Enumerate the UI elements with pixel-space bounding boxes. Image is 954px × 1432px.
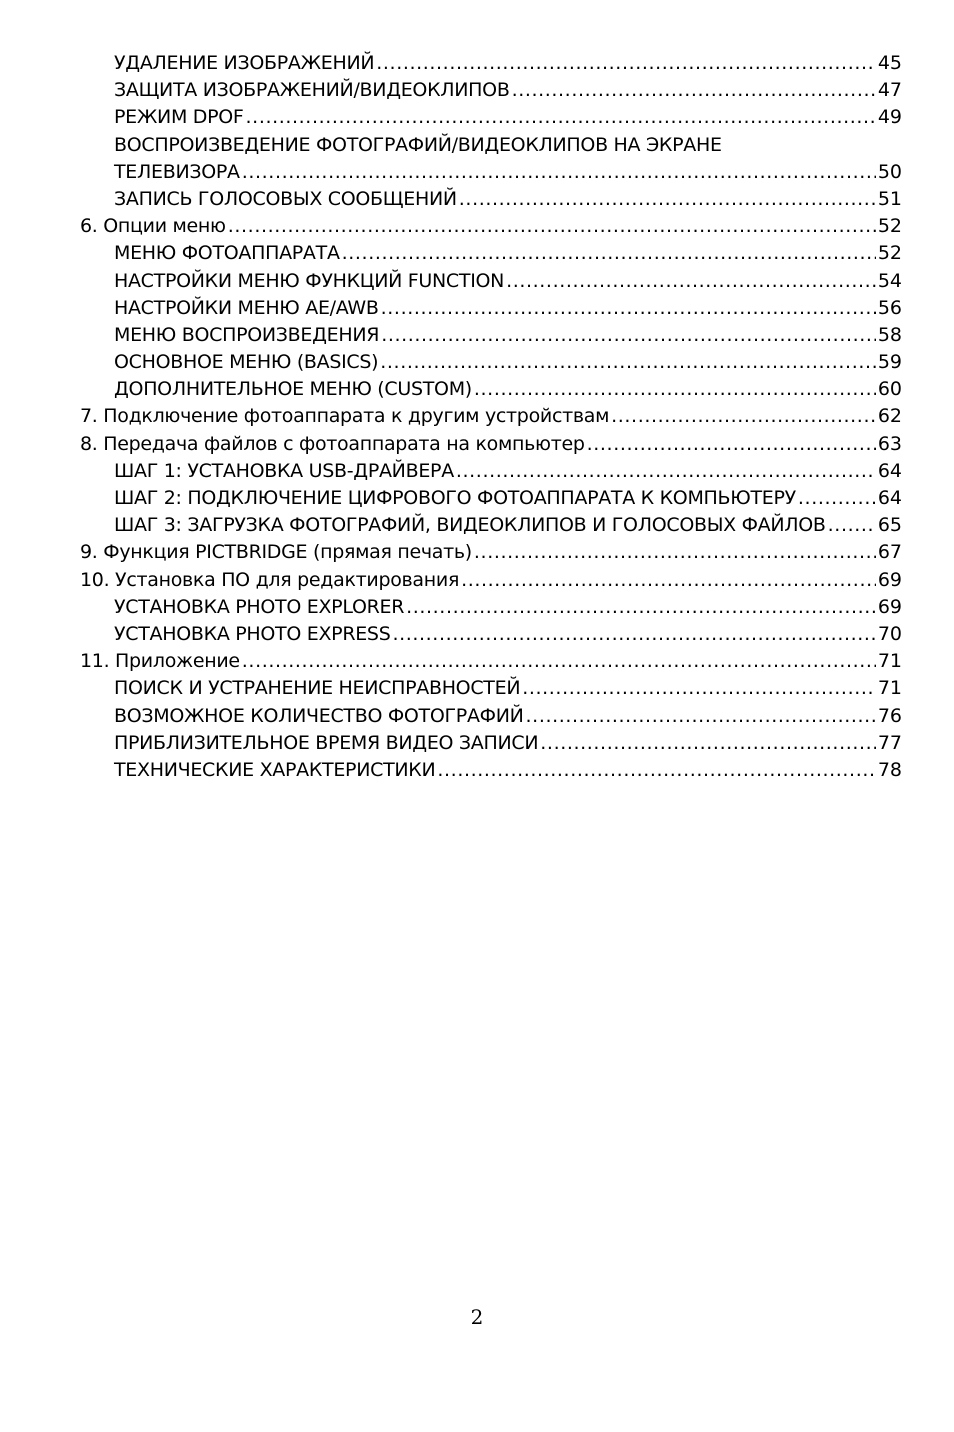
toc-leader-dots (242, 648, 876, 675)
toc-entry-page: 69 (877, 595, 902, 618)
toc-leader-dots (540, 730, 876, 757)
toc-entry-page: 60 (877, 378, 902, 401)
toc-entry[interactable] (80, 268, 902, 295)
toc-entry-title: ПОИСК И УСТРАНЕНИЕ НЕИСПРАВНОСТЕЙ (114, 677, 521, 700)
toc-entry-title: УДАЛЕНИЕ ИЗОБРАЖЕНИЙ (114, 52, 375, 74)
toc-entry[interactable] (80, 431, 902, 458)
toc-leader-dots (611, 403, 876, 430)
toc-leader-dots (406, 594, 876, 621)
toc-entry-title: НАСТРОЙКИ МЕНЮ AE/AWB (114, 296, 379, 319)
toc-leader-dots (828, 512, 876, 539)
toc-leader-dots (392, 621, 875, 648)
toc-entry[interactable] (80, 675, 902, 702)
toc-entry-title: ШАГ 3: ЗАГРУЗКА ФОТОГРАФИЙ, ВИДЕОКЛИПОВ И ГОЛОСОВЫХ ФАЙЛОВ (114, 514, 826, 537)
toc-entry[interactable] (80, 757, 902, 784)
toc-leader-dots (474, 376, 876, 403)
toc-entry[interactable] (80, 648, 902, 675)
toc-entry[interactable] (80, 240, 902, 267)
toc-leader-dots (380, 349, 876, 376)
toc-entry-title: ВОЗМОЖНОЕ КОЛИЧЕСТВО ФОТОГРАФИЙ (114, 704, 524, 727)
toc-entry-title: ВОСПРОИЗВЕДЕНИЕ ФОТОГРАФИЙ/ВИДЕОКЛИПОВ НА ЭКРАНЕ (114, 133, 722, 156)
toc-leader-dots (228, 213, 876, 240)
toc-entry-page: 69 (877, 568, 902, 591)
toc-entry[interactable] (80, 186, 902, 213)
toc-entry-title: 10. Установка ПО для редактирования (80, 568, 460, 591)
toc-entry-title: ОСНОВНОЕ МЕНЮ (BASICS) (114, 351, 379, 374)
toc-entry-page: 52 (877, 242, 902, 265)
toc-entry[interactable] (80, 594, 902, 621)
toc-entry-title: 8. Передача файлов с фотоаппарата на компьютер (80, 432, 585, 455)
toc-entry-title: ТЕХНИЧЕСКИЕ ХАРАКТЕРИСТИКИ (114, 758, 436, 781)
toc-entry[interactable] (80, 213, 902, 240)
toc-entry[interactable] (80, 77, 902, 104)
toc-entry-title: ШАГ 1: УСТАНОВКА USB-ДРАЙВЕРА (114, 459, 454, 482)
toc-entry[interactable] (80, 512, 902, 539)
toc-entry-title: МЕНЮ ВОСПРОИЗВЕДЕНИЯ (114, 323, 380, 346)
toc-leader-dots (522, 675, 876, 702)
toc-entry-title: 6. Опции меню (80, 215, 226, 238)
toc-leader-dots (381, 322, 876, 349)
toc-entry[interactable] (80, 376, 902, 403)
toc-entry-title: 7. Подключение фотоаппарата к другим устройствам (80, 405, 610, 428)
toc-entry-page: 63 (877, 432, 902, 455)
toc-entry-title: УСТАНОВКА PHOTO EXPRESS (114, 622, 391, 645)
toc-leader-dots (246, 104, 876, 131)
toc-entry-title: УСТАНОВКА PHOTO EXPLORER (114, 595, 405, 618)
toc-entry-page: 59 (877, 351, 902, 374)
toc-entry[interactable] (80, 159, 902, 186)
toc-entry[interactable] (80, 621, 902, 648)
toc-entry[interactable] (80, 485, 902, 512)
toc-entry-title: РЕЖИМ DPOF (114, 106, 244, 129)
toc-entry-page: 50 (877, 160, 902, 183)
toc-entry[interactable] (80, 703, 902, 730)
toc-entry[interactable] (80, 132, 902, 159)
toc-entry-page: 71 (877, 677, 902, 700)
toc-entry-title: НАСТРОЙКИ МЕНЮ ФУНКЦИЙ FUNCTION (114, 269, 505, 292)
toc-entry-page: 45 (877, 52, 902, 74)
toc-entry[interactable] (80, 349, 902, 376)
toc-entry-page: 76 (877, 704, 902, 727)
toc-entry-title: 11. Приложение (80, 650, 240, 673)
toc-entry-page: 67 (877, 541, 902, 564)
toc-entry[interactable] (80, 295, 902, 322)
toc-leader-dots (474, 539, 876, 566)
toc-entry-title: ПРИБЛИЗИТЕЛЬНОЕ ВРЕМЯ ВИДЕО ЗАПИСИ (114, 731, 539, 754)
toc-entry[interactable] (80, 458, 902, 485)
toc-entry-title: ШАГ 2: ПОДКЛЮЧЕНИЕ ЦИФРОВОГО ФОТОАППАРАТА К КОМПЬЮТЕРУ (114, 487, 796, 509)
toc-leader-dots (376, 50, 876, 77)
toc-entry-page: 64 (877, 487, 902, 509)
toc-entry-page: 52 (877, 215, 902, 238)
toc-leader-dots (342, 240, 876, 267)
toc-entry-title: ЗАЩИТА ИЗОБРАЖЕНИЙ/ВИДЕОКЛИПОВ (114, 79, 510, 102)
page-number: 2 (470, 1305, 484, 1329)
table-of-contents (80, 50, 902, 784)
toc-entry[interactable] (80, 104, 902, 131)
toc-entry-title: МЕНЮ ФОТОАППАРАТА (114, 242, 340, 265)
toc-entry-page: 49 (877, 106, 902, 129)
toc-entry-title: ЗАПИСЬ ГОЛОСОВЫХ СООБЩЕНИЙ (114, 187, 457, 210)
toc-entry-page: 47 (877, 79, 902, 102)
toc-entry[interactable] (80, 730, 902, 757)
toc-leader-dots (459, 186, 876, 213)
toc-entry-page: 62 (877, 405, 902, 428)
toc-entry-page: 70 (877, 622, 902, 645)
toc-leader-dots (798, 485, 876, 512)
toc-entry[interactable] (80, 403, 902, 430)
toc-entry[interactable] (80, 567, 902, 594)
toc-entry-page: 58 (877, 323, 902, 346)
toc-entry-page: 77 (877, 731, 902, 754)
toc-leader-dots (461, 567, 876, 594)
toc-leader-dots (587, 431, 876, 458)
toc-entry[interactable] (80, 50, 902, 77)
toc-entry[interactable] (80, 539, 902, 566)
toc-entry-title: ТЕЛЕВИЗОРА (114, 160, 240, 183)
toc-leader-dots (526, 703, 876, 730)
toc-leader-dots (437, 757, 875, 784)
toc-entry-page: 56 (877, 296, 902, 319)
toc-entry-page: 54 (877, 269, 902, 292)
toc-leader-dots (242, 159, 876, 186)
toc-entry-page: 71 (877, 650, 902, 673)
toc-leader-dots (381, 295, 876, 322)
toc-entry-title: ДОПОЛНИТЕЛЬНОЕ МЕНЮ (CUSTOM) (114, 378, 472, 401)
toc-leader-dots (512, 77, 876, 104)
toc-leader-dots (456, 458, 876, 485)
toc-entry[interactable] (80, 322, 902, 349)
toc-entry-title: 9. Функция PICTBRIDGE (прямая печать) (80, 541, 472, 564)
toc-leader-dots (506, 268, 876, 295)
toc-entry-page: 65 (877, 514, 902, 537)
toc-entry-page: 78 (877, 758, 902, 781)
toc-entry-page: 64 (877, 459, 902, 482)
toc-entry-page: 51 (877, 187, 902, 210)
